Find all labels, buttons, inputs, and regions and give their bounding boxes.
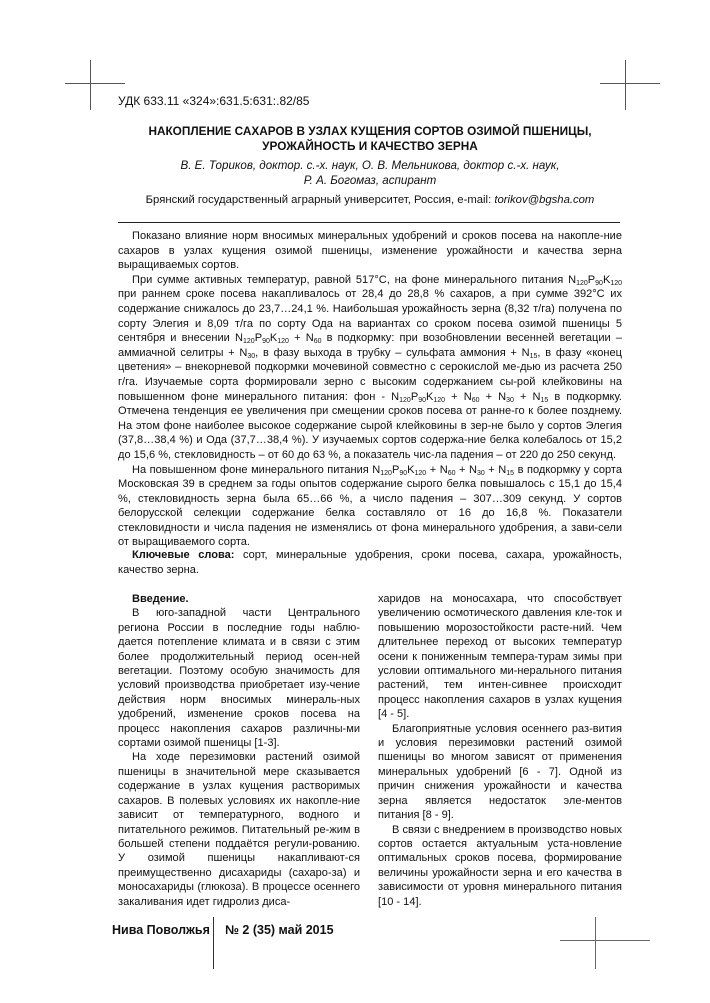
abstract-paragraph: На повышенном фоне минерального питания $N_{120}P_{90}K_{120} + N_{60} + N_{30} + N_{15}$ в подкормку у сорта Московская 39 в среднем за годы опытов содержание сырого белка повышалось с 15,1 до 15,4 %, стекловидность зерна была 65…66 %, а число падения – 307…309 секунд. У сортов белорусской селекции содержание белка составляло от 16 до 16,8 %. Показатели стекловидности и числа падения не изменялись от фона минерального удобрения, а зави-сели от выращиваемого сорта.: [118, 463, 623, 549]
crop-mark: [560, 940, 650, 941]
title-line: НАКОПЛЕНИЕ САХАРОВ В УЗЛАХ КУЩЕНИЯ СОРТОВ ОЗИМОЙ ПШЕНИЦЫ,: [148, 124, 592, 138]
keywords: [118, 548, 622, 577]
keywords-label: Ключевые слова:: [132, 549, 235, 561]
crop-mark: [600, 83, 660, 84]
abstract-paragraph: Показано влияние норм вносимых минеральных удобрений и сроков посева на накопле-ние сахаров в узлах кущения озимой пшеницы, изменение урожайности и качества зерна выращиваемых сортов.: [118, 230, 622, 272]
title-line: УРОЖАЙНОСТЬ И КАЧЕСТВО ЗЕРНА: [262, 139, 478, 153]
authors-line: В. Е. Ториков, доктор. с.-х. наук, О. В. Мельникова, доктор с.-х. наук,: [180, 159, 560, 172]
affiliation-text: Брянский государственный аграрный университет, Россия, e-mail:: [145, 194, 495, 206]
affiliation: [118, 194, 622, 206]
body-paragraph: Благоприятные условия осеннего раз-вития и условия перезимовки растений озимой пшеницы во многом зависят от применения минеральных удобрений [6 - 7]. Одной из причин снижения урожайности и качества зерна является недостаток эле-ментов питания [8 - 9].: [378, 722, 622, 822]
abstract: [118, 229, 622, 550]
crop-mark: [65, 83, 125, 84]
email-link[interactable]: torikov@bgsha.com: [494, 194, 595, 206]
crop-mark: [625, 60, 626, 110]
divider: [118, 222, 620, 223]
footer-separator: [213, 917, 214, 969]
crop-mark: [595, 917, 596, 969]
body-paragraph: В юго-западной части Центрального региона России в последние годы наблю-дается потепление климата и в связи с этим более продолжительный период осен-ней вегетации. Поэтому особую значимость для условий производства приобретает изу-чение действия норм вносимых минераль-ных удобрений, изменение сроков посева на процесс накопления сахаров различны-ми сортами озимой пшеницы [1-3].: [118, 607, 360, 750]
keywords-text: сорт, минеральные удобрения, сроки посева, сахара, урожайность, качество зерна.: [118, 549, 622, 576]
udc-code: УДК 633.11 «324»:631.5:631:.82/85: [118, 94, 310, 108]
authors: [118, 158, 622, 188]
column-right: [378, 592, 622, 909]
abstract-paragraph: При сумме активных температур, равной 517°С, на фоне минерального питания $N_{120}P_{90}K_{120}$ при раннем сроке посева накапливалось от 28,4 до 28,8 % сахаров, а при сумме 392°С их содержание снижалось до 23,7…24,1 %. Наибольшая урожайность зерна (8,32 т/га) получена по сорту Элегия и 8,09 т/га по сорту Ода на вариантах со сроком посева озимой пшеницы 5 сентября и внесении $N_{120}P_{90}K_{120} + N_{60}$ в подкормку: при возобновлении весенней вегетации – аммиачной селитры + $N_{30}$, в фазу выхода в трубку – сульфата аммония + $N_{15}$, в фазу «конец цветения» – внекорневой подкормки мочевиной совместно с серокислой ме-дью из расчета 250 г/га. Изучаемые сорта формировали зерно с высоким содержанием сы-рой клейковины на повышенном фоне минерального питания: фон - $N_{120}P_{90}K_{120} + N_{60} + N_{30} + N_{15}$ в подкормку. Отмечена тенденция ее увеличения при смещении сроков посева от ранне-го к более позднему. На этом фоне наиболее высокое содержание сырой клейковины в зер-не было у сортов Элегия (37,8…38,4 %) и Ода (37,7…38,4 %). У изучаемых сортов содержа-ние белка колебалось от 15,2 до 15,6 %, стекловидность – от 60 до 63 %, а показатель чис-ла падения – от 220 до 250 секунд.: [118, 273, 622, 461]
section-heading: Введение.: [132, 593, 189, 605]
issue-info: № 2 (35) май 2015: [225, 923, 334, 937]
body-paragraph: На ходе перезимовки растений озимой пшеницы в значительной мере сказывается содержание в узлах кущения растворимых сахаров. В полевых условиях их накопле-ние зависит от температурного, водного и питательного режимов. Питательный ре-жим в большей степени поддаётся регули-рованию. У озимой пшеницы накапливают-ся преимущественно дисахариды (сахаро-за) и моносахариды (глюкоза). В процессе осеннего закаливания идет гидролиз диса-: [118, 751, 360, 908]
crop-mark: [90, 60, 91, 110]
body-paragraph: харидов на моносахара, что способствует увеличению осмотического давления кле-ток и повышению морозостойкости расте-ний. Чем длительнее переход от высоких температур осени к пониженным темпера-турам зимы при условии оптимального ми-нерального питания растений, тем интен-сивнее происходит процесс накопления сахаров в узлах кущения [4 - 5].: [378, 593, 622, 721]
authors-line: Р. А. Богомаз, аспирант: [303, 174, 437, 187]
column-left: [118, 592, 360, 909]
body-paragraph: В связи с внедрением в производство новых сортов остается актуальным уста-новление оптимальных сроков посева, формирование величины урожайности зерна и его качества в зависимости от уровня минерального питания [10 - 14].: [378, 823, 622, 908]
article-title: [118, 124, 622, 154]
journal-name: Нива Поволжья: [112, 923, 210, 937]
